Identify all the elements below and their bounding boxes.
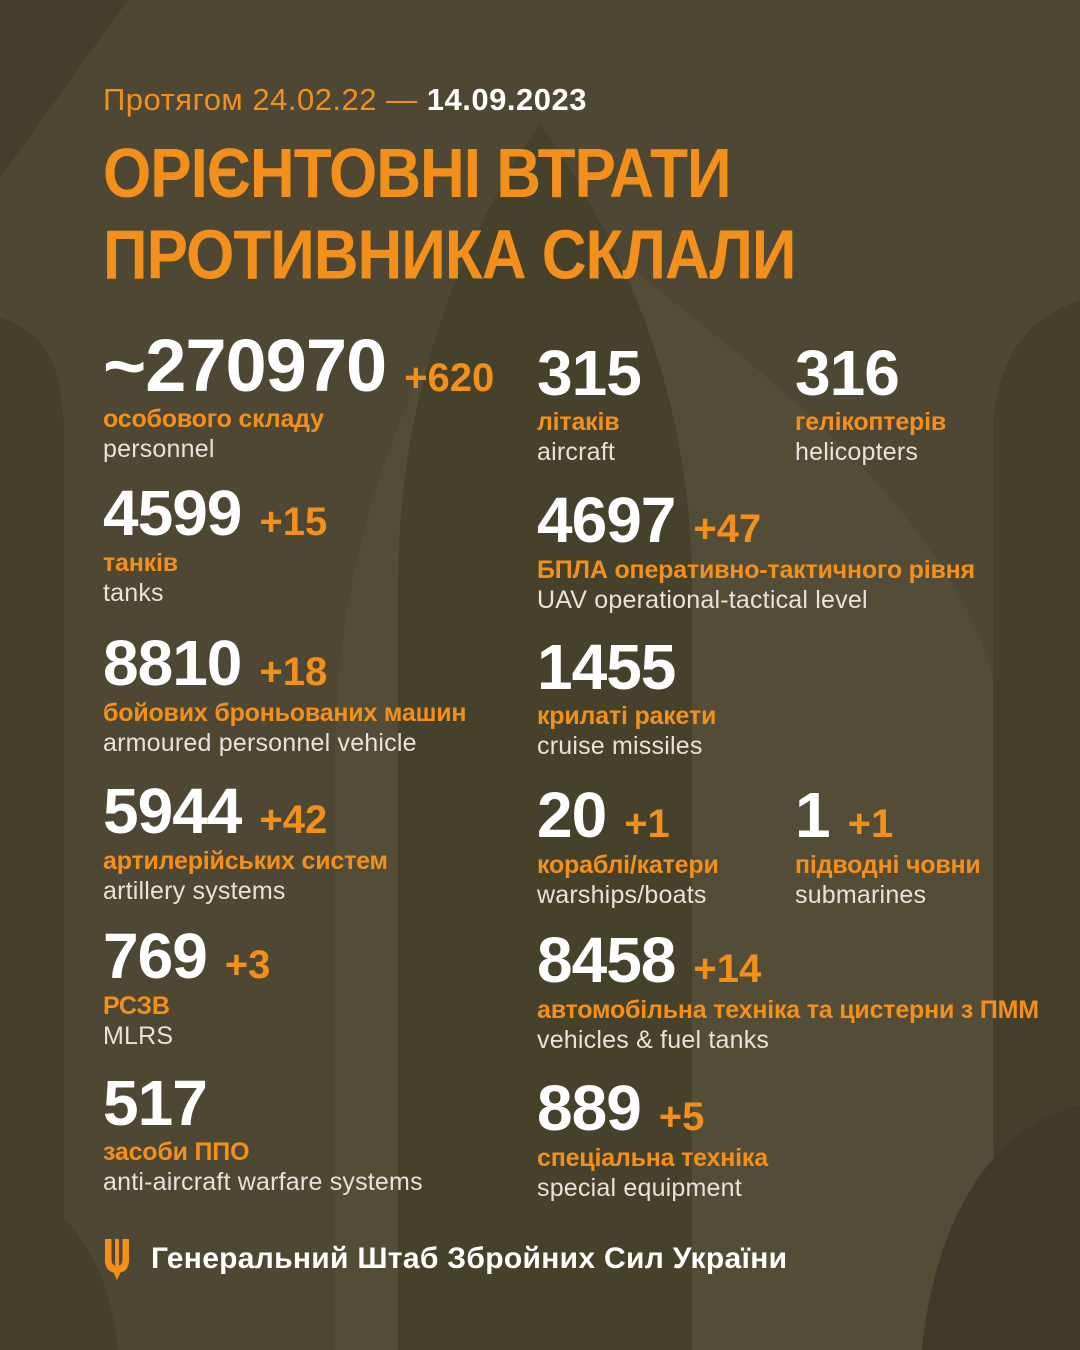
period-line (103, 82, 587, 118)
stat-cruise-missiles (537, 631, 717, 761)
stat-label-uk: танків (103, 549, 178, 577)
stat-warships (537, 779, 719, 910)
page-title (103, 133, 795, 297)
stat-uav (537, 484, 975, 615)
source-label: Генеральний Штаб Збройних Сил України (151, 1242, 788, 1275)
stat-label-en: tanks (103, 579, 164, 607)
page-title-line2: ПРОТИВНИКА СКЛАЛИ (103, 217, 796, 295)
stat-value: 315 (537, 337, 641, 409)
stat-value: 8810 (103, 627, 242, 699)
stat-label-en: cruise missiles (537, 731, 703, 760)
stat-number-row (103, 477, 328, 549)
stat-label-uk: бойових броньованих машин (103, 699, 467, 727)
stat-delta: +1 (624, 802, 670, 846)
stat-submarines (795, 779, 981, 910)
stat-label-en: MLRS (103, 1022, 174, 1050)
stat-label-en: personnel (103, 435, 215, 463)
stat-number-row (537, 337, 659, 409)
stat-value: 316 (795, 337, 899, 409)
stat-special-equipment (537, 1072, 768, 1203)
stat-label-en: UAV operational-tactical level (537, 586, 868, 614)
stat-vehicles-fuel (537, 924, 1039, 1055)
stat-armoured-vehicles (103, 627, 467, 758)
stat-number-row (537, 484, 975, 556)
stat-label-uk: засоби ППО (103, 1137, 250, 1166)
stat-value: 4599 (103, 477, 242, 549)
stat-label-en: anti-aircraft warfare systems (103, 1167, 423, 1196)
stat-value: 5944 (103, 775, 242, 847)
stat-delta: +47 (693, 507, 762, 551)
period-end-date: 14.09.2023 (426, 82, 587, 117)
stat-mlrs (103, 920, 271, 1051)
stat-label-uk: артилерійських систем (103, 847, 388, 875)
stat-label-uk: БПЛА оперативно-тактичного рівня (537, 556, 975, 584)
stat-value: 517 (103, 1067, 207, 1139)
stat-number-row (795, 337, 946, 409)
stat-label-uk: автомобільна техніка та цистерни з ПММ (537, 996, 1039, 1024)
stat-label-uk: особового складу (103, 405, 324, 433)
stat-value: ~270970 (103, 324, 387, 407)
stat-aircraft (537, 337, 659, 467)
stat-label-en: helicopters (795, 437, 919, 466)
stat-number-row (537, 924, 1039, 996)
stat-number-row (103, 920, 271, 992)
stat-number-row (795, 779, 981, 851)
stat-value: 8458 (537, 924, 676, 996)
stat-delta: +620 (404, 356, 495, 400)
stat-label-uk: спеціальна техніка (537, 1144, 768, 1172)
stat-number-row (537, 631, 716, 703)
stat-number-row (103, 324, 495, 407)
stat-label-en: special equipment (537, 1174, 742, 1202)
stat-value: 889 (537, 1072, 641, 1144)
stat-label-uk: РСЗВ (103, 992, 170, 1020)
stat-helicopters (795, 337, 947, 467)
stat-label-en: armoured personnel vehicle (103, 729, 417, 757)
stat-delta: +14 (693, 947, 762, 991)
stat-label-uk: гелікоптерів (795, 407, 947, 436)
footer (103, 1238, 787, 1280)
stat-number-row (103, 627, 466, 699)
stat-delta: +18 (259, 650, 328, 694)
stat-air-defence (103, 1067, 423, 1197)
stat-label-uk: крилаті ракети (537, 701, 717, 730)
stat-artillery (103, 775, 388, 906)
stat-number-row (103, 1067, 423, 1139)
stat-number-row (537, 1072, 768, 1144)
stat-tanks (103, 477, 328, 608)
stat-delta: +3 (224, 943, 271, 987)
stat-value: 4697 (537, 484, 676, 556)
stat-value: 1455 (537, 631, 676, 703)
stat-personnel (103, 324, 495, 464)
stat-delta: +1 (847, 802, 894, 846)
stat-value: 20 (537, 779, 607, 851)
period-range: Протягом 24.02.22 — (103, 82, 418, 117)
stat-label-uk: підводні човни (795, 851, 981, 879)
page-title-line1: ОРІЄНТОВНІ ВТРАТИ (103, 135, 731, 213)
stat-number-row (103, 775, 388, 847)
stat-label-en: artillery systems (103, 877, 286, 905)
stat-delta: +42 (259, 798, 328, 842)
stat-label-uk: кораблі/катери (537, 851, 719, 879)
stat-number-row (537, 779, 719, 851)
stat-label-en: vehicles & fuel tanks (537, 1026, 770, 1054)
trident-icon (103, 1238, 131, 1280)
stat-label-en: warships/boats (537, 881, 707, 909)
stat-label-en: submarines (795, 881, 927, 909)
stat-value: 769 (103, 920, 207, 992)
stat-label-en: aircraft (537, 437, 616, 466)
stat-label-uk: літаків (537, 407, 620, 436)
stat-delta: +5 (658, 1095, 705, 1139)
stat-delta: +15 (259, 500, 328, 544)
stat-value: 1 (795, 779, 830, 851)
